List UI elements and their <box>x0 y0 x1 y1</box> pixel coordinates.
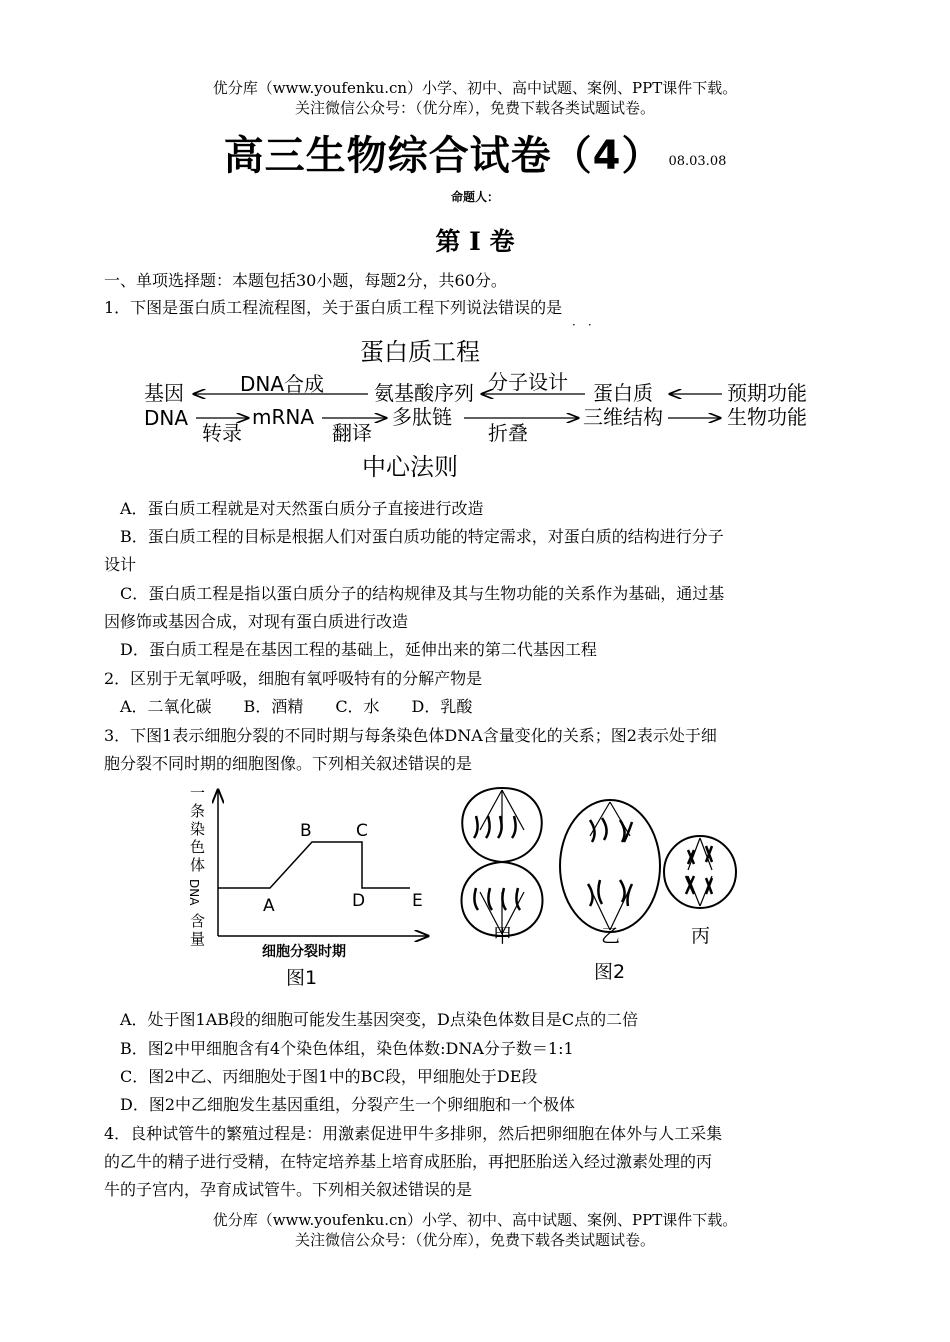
label-mrna: mRNA <box>252 405 315 429</box>
footer-line-1: 优分库（www.youfenku.cn）小学、初中、高中试题、案例、PPT课件下载。 <box>212 1211 738 1229</box>
protein-engineering-diagram <box>130 330 830 490</box>
fig1-ylabel-2: 染 <box>190 820 206 838</box>
header-line-2: 关注微信公众号：（优分库），免费下载各类试题试卷。 <box>294 99 655 117</box>
q1-option-b-line2: 设计 <box>104 555 137 574</box>
cell-bing <box>664 836 736 908</box>
label-aa-sequence: 氨基酸序列 <box>374 381 474 405</box>
fig1-ylabel-5: DNA <box>187 879 201 906</box>
q1-option-d: D．蛋白质工程是在基因工程的基础上，延伸出来的第二代基因工程 <box>120 640 597 659</box>
label-bio-function: 生物功能 <box>727 405 807 429</box>
label-dna-synthesis: DNA合成 <box>240 372 325 396</box>
cell-label-bing: 丙 <box>691 925 711 947</box>
cell-label-yi: 乙 <box>601 925 621 947</box>
author-label: 命题人： <box>450 190 499 204</box>
q1-option-c-line2: 因修饰或基因合成，对现有蛋白质进行改造 <box>104 612 409 631</box>
label-expected-function: 预期功能 <box>727 381 807 405</box>
fig1-dna-curve <box>218 842 410 888</box>
fig1-point-e: E <box>412 891 423 911</box>
q3-stem-line2: 胞分裂不同时期的细胞图像。下列相关叙述错误的是 <box>104 754 473 773</box>
q4-stem-line2: 的乙牛的精子进行受精，在特定培养基上培育成胚胎，再把胚胎送入经过激素处理的丙 <box>104 1152 713 1171</box>
fig1-ylabel-4: 体 <box>190 856 206 874</box>
header-line-1: 优分库（www.youfenku.cn）小学、初中、高中试题、案例、PPT课件下载。 <box>212 79 738 97</box>
q3-option-d: D．图2中乙细胞发生基因重组，分裂产生一个卵细胞和一个极体 <box>120 1095 576 1114</box>
emphasis-dots: ·· <box>572 318 604 332</box>
q4-stem-line1: 4．良种试管牛的繁殖过程是：用激素促进甲牛多排卵，然后把卵细胞在体外与人工采集 <box>104 1124 723 1143</box>
footer-line-2: 关注微信公众号：（优分库），免费下载各类试题试卷。 <box>294 1231 655 1249</box>
q3-option-c: C．图2中乙、丙细胞处于图1中的BC段，甲细胞处于DE段 <box>120 1067 538 1086</box>
label-3d-structure: 三维结构 <box>583 405 663 429</box>
fig2-caption: 图2 <box>594 961 626 983</box>
fig1-point-d: D <box>352 891 366 911</box>
volume-heading: 第 I 卷 <box>435 227 515 256</box>
cell-jia <box>462 788 543 936</box>
label-molecular-design: 分子设计 <box>488 370 568 394</box>
q2-stem: 2．区别于无氧呼吸，细胞有氧呼吸特有的分解产物是 <box>104 669 483 688</box>
cell-yi <box>560 800 660 932</box>
fig1-ylabel-6: 含 <box>190 912 206 930</box>
fig1-ylabel-3: 色 <box>190 838 206 856</box>
label-transcription: 转录 <box>202 421 242 445</box>
label-polypeptide: 多肽链 <box>392 405 452 429</box>
q1-option-a: A．蛋白质工程就是对天然蛋白质分子直接进行改造 <box>120 499 484 518</box>
fig1-ylabel-7: 量 <box>190 930 206 948</box>
label-central-dogma: 中心法则 <box>362 453 458 481</box>
section-heading: 一、单项选择题：本题包括30小题，每题2分，共60分。 <box>104 271 507 290</box>
q1-option-c-line1: C．蛋白质工程是指以蛋白质分子的结构规律及其与生物功能的关系作为基础，通过基 <box>120 584 725 603</box>
fig1-ylabel-1: 条 <box>190 802 206 820</box>
fig1-xlabel: 细胞分裂时期 <box>262 944 346 960</box>
label-protein: 蛋白质 <box>593 381 653 405</box>
label-translation: 翻译 <box>332 421 372 445</box>
fig1-point-c: C <box>356 821 368 841</box>
q3-option-b: B．图2中甲细胞含有4个染色体组，染色体数:DNA分子数＝1:1 <box>120 1039 574 1058</box>
q1-option-b-line1: B．蛋白质工程的目标是根据人们对蛋白质功能的特定需求，对蛋白质的结构进行分子 <box>120 527 724 546</box>
fig1-point-b: B <box>300 821 312 841</box>
title-main: 高三生物综合试卷（4） <box>223 133 663 179</box>
page-title <box>0 124 950 181</box>
label-dna: DNA <box>144 406 189 430</box>
title-date: 08.03.08 <box>668 154 727 169</box>
fig1-point-a: A <box>263 896 275 916</box>
fig1-ylabel-0: 一 <box>190 784 206 802</box>
q1-stem: 1．下图是蛋白质工程流程图，关于蛋白质工程下列说法错误的是 <box>104 298 563 317</box>
q3-stem-line1: 3．下图1表示细胞分裂的不同时期与每条染色体DNA含量变化的关系；图2表示处于细 <box>104 726 717 745</box>
q4-stem-line3: 牛的子宫内，孕育成试管牛。下列相关叙述错误的是 <box>104 1180 473 1199</box>
q2-options: A．二氧化碳 B．酒精 C．水 D．乳酸 <box>120 697 473 716</box>
cell-division-figures <box>180 780 760 992</box>
q3-option-a: A．处于图1AB段的细胞可能发生基因突变，D点染色体数目是C点的二倍 <box>120 1010 639 1029</box>
label-gene: 基因 <box>144 381 184 405</box>
fig1-caption: 图1 <box>286 967 318 989</box>
label-folding: 折叠 <box>488 421 528 445</box>
diagram-title: 蛋白质工程 <box>360 338 480 366</box>
cell-label-jia: 甲 <box>493 925 513 947</box>
